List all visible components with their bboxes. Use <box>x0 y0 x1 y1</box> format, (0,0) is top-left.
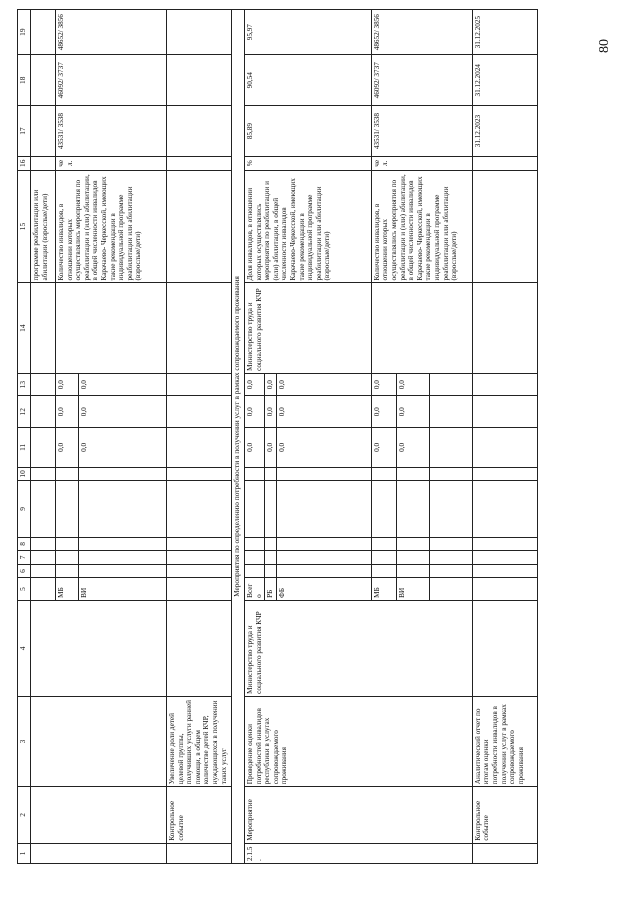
unit-cell: чел. <box>56 157 167 171</box>
header-cell: 5 <box>18 578 31 601</box>
header-cell: 16 <box>18 157 31 171</box>
header-cell: 17 <box>18 106 31 157</box>
control-event-label: Контрольное событие <box>167 787 232 843</box>
header-cell: 7 <box>18 551 31 565</box>
funding-source: ВИ <box>79 578 167 601</box>
target-2025: 48652/ 3856 <box>56 10 167 55</box>
funding-source: РБ <box>265 578 277 601</box>
value-cell: 0,0 <box>245 396 265 428</box>
date-2025: 31.12.2025 <box>472 10 537 55</box>
value-cell: 0,0 <box>371 428 396 468</box>
value-cell: 0,0 <box>396 396 429 428</box>
table-row <box>472 10 537 864</box>
header-cell: 4 <box>18 600 31 696</box>
unit-cell: чел. <box>371 157 472 171</box>
item-title: Проведение оценки потребностей инвалидов республики в услугах сопровождаемого проживания <box>245 696 473 786</box>
value-cell: 0,0 <box>265 428 277 468</box>
value-cell: 0,0 <box>276 428 371 468</box>
funding-source: МБ <box>371 578 396 601</box>
value-cell: 0,0 <box>276 373 371 396</box>
indicator-text: Количество инвалидов, в отношении которых осуществлялись мероприятия по реабилитации и (или) абилитации, в общей численности инвалидов Карачаево- Черкесской, имеющих такие рекомендации в индивидуальной программе реабилитации или абилитации (взрослые/дети) <box>371 170 472 283</box>
target-2025: 48652/ 3856 <box>371 10 472 55</box>
executor: Министерство труда и социального развития КЧР <box>245 283 372 373</box>
value-cell: 0,0 <box>265 396 277 428</box>
funding-source: ФБ <box>276 578 371 601</box>
item-number: 2.1.5. <box>245 843 473 863</box>
header-cell: 19 <box>18 10 31 55</box>
funding-source: Всего <box>245 578 265 601</box>
funding-source: МБ <box>56 578 79 601</box>
header-cell: 9 <box>18 481 31 537</box>
header-cell: 6 <box>18 564 31 578</box>
value-cell: 0,0 <box>276 396 371 428</box>
value-cell: 0,0 <box>371 396 396 428</box>
header-row <box>18 10 31 864</box>
table-row <box>245 10 265 864</box>
header-cell: 14 <box>18 283 31 373</box>
header-cell: 8 <box>18 537 31 551</box>
target-2023: 43531/ 3538 <box>371 106 472 157</box>
value-cell: 0,0 <box>245 428 265 468</box>
header-cell: 11 <box>18 428 31 468</box>
value-cell: 0,0 <box>265 373 277 396</box>
target-2025: 95,97 <box>245 10 372 55</box>
value-cell: 0,0 <box>371 373 396 396</box>
indicator-text: Количество инвалидов, в отношении которых осуществлялись мероприятия по реабилитации и (или) абилитации, в общей численности инвалидов Карачаево- Черкесской, имеющих такие рекомендации в индивидуальной программе реабилитации или абилитации (взрослые/дети) <box>56 170 167 283</box>
indicator-text: программе реабилитации или абилитации (взрослые/дети) <box>31 170 56 283</box>
control-event-text: Аналитический отчет по итогам оценки потребности инвалидов в получении услуг в рамках сопровождаемого проживания <box>472 696 537 786</box>
value-cell: 0,0 <box>245 373 265 396</box>
header-cell: 18 <box>18 55 31 106</box>
value-cell: 0,0 <box>396 373 429 396</box>
responsible: Министерство труда и социального развития КЧР <box>245 600 473 696</box>
indicator-text: Доля инвалидов, в отношении которых осуществлялись мероприятия по реабилитации и (или) абилитации, в общей численности инвалидов Карачаево-Черкесской, имеющих такие рекомендации в индивидуальной программе реабилитации или абилитации (взрослые/дети) <box>245 170 372 283</box>
target-2024: 46092/ 3737 <box>56 55 167 106</box>
program-table <box>17 9 538 864</box>
value-cell: 0,0 <box>79 373 167 396</box>
header-cell: 2 <box>18 787 31 843</box>
value-cell: 0,0 <box>56 373 79 396</box>
header-cell: 10 <box>18 467 31 481</box>
value-cell: 0,0 <box>79 396 167 428</box>
header-cell: 15 <box>18 170 31 283</box>
control-event-label: Контрольное событие <box>472 787 537 843</box>
target-2024: 90,54 <box>245 55 372 106</box>
header-cell: 13 <box>18 373 31 396</box>
section-title: Мероприятия по определению потребности в получении услуг в рамках сопровождаемого проживания <box>232 10 245 864</box>
target-2024: 46092/ 3737 <box>371 55 472 106</box>
header-cell: 1 <box>18 843 31 863</box>
value-cell: 0,0 <box>79 428 167 468</box>
value-cell: 0,0 <box>56 396 79 428</box>
control-event-text: Увеличение доли детей целевой группы, получивших услуги ранней помощи, в общем количестве детей КЧР, нуждающихся в получении таких услуг <box>167 696 232 786</box>
target-2023: 85,89 <box>245 106 372 157</box>
date-2024: 31.12.2024 <box>472 55 537 106</box>
target-2023: 43531/ 3538 <box>56 106 167 157</box>
header-cell: 12 <box>18 396 31 428</box>
unit-cell: % <box>245 157 372 171</box>
section-row <box>232 10 245 864</box>
header-cell: 3 <box>18 696 31 786</box>
table-row <box>167 10 232 864</box>
value-cell: 0,0 <box>56 428 79 468</box>
value-cell: 0,0 <box>396 428 429 468</box>
table-row <box>31 10 56 864</box>
date-2023: 31.12.2023 <box>472 106 537 157</box>
item-type: Мероприятие <box>245 787 473 843</box>
page-number: 80 <box>597 39 612 53</box>
funding-source: ВИ <box>396 578 429 601</box>
